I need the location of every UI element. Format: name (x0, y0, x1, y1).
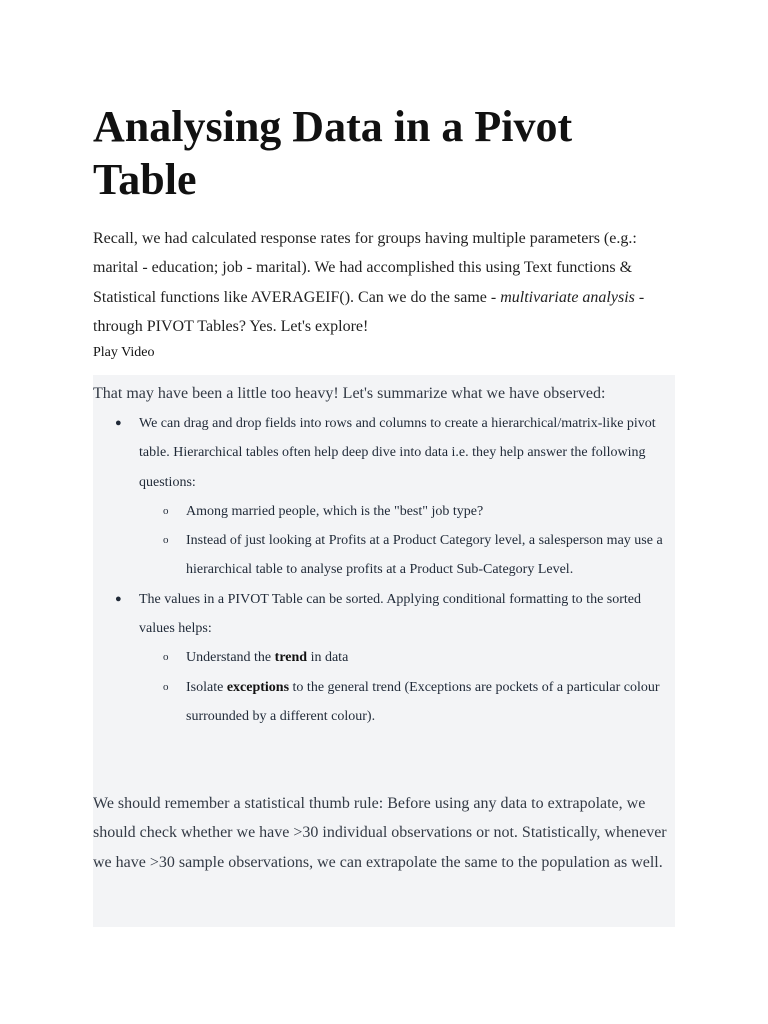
list-item (139, 643, 675, 672)
sub-bullet-text: Instead of just looking at Profits at a Product Category level, a salesperson may use a hierarchical table to analyse profits at a Product Sub-Category Level. (186, 533, 663, 578)
list-item (139, 526, 675, 585)
intro-text-start: Recall, we had calculated response rates for groups having multiple parameters (e.g.: marital - education; job - marital). We had accomplished this using Text functions & Statistical functions like AVERAGEIF(). Can we do the same - (93, 230, 637, 306)
summary-box (93, 375, 675, 927)
sub-bullet-marker: o (163, 680, 169, 693)
bullet-marker: ● (115, 417, 122, 429)
sub-bullet-list (139, 497, 675, 585)
sub-bullet-text-before: Isolate (186, 679, 227, 695)
sub-bullet-text-before: Understand the (186, 650, 275, 666)
thumb-rule-paragraph: We should remember a statistical thumb rule: Before using any data to extrapolate, we should check whether we have >30 individual observations or not. Statistically, whenever we have >30 sample observations, we can extrapolate the same to the population as well. (93, 795, 667, 871)
play-video-link[interactable]: Play Video (93, 345, 155, 360)
sub-bullet-bold: trend (274, 650, 308, 666)
bullet-marker: ● (115, 592, 122, 605)
list-item (93, 585, 675, 731)
sub-bullet-text: Among married people, which is the "best" job type? (186, 503, 484, 519)
sub-bullet-text-after: to the general trend (Exceptions are pockets of a particular colour surrounded by a different colour). (186, 679, 660, 724)
list-item (139, 497, 675, 526)
sub-bullet-bold: exceptions (226, 679, 290, 695)
sub-bullet-list (139, 643, 675, 731)
page-title: Analysing Data in a Pivot Table (93, 102, 573, 204)
summary-lead: That may have been a little too heavy! Let's summarize what we have observed: (93, 385, 606, 402)
intro-text-end: - through PIVOT Tables? Yes. Let's explore! (93, 288, 645, 335)
intro-emphasis: multivariate analysis (500, 288, 635, 306)
list-item (139, 673, 675, 732)
sub-bullet-marker: o (163, 651, 169, 664)
sub-bullet-text-after: in data (307, 650, 349, 666)
sub-bullet-marker: o (163, 504, 169, 517)
intro-paragraph (93, 224, 675, 341)
bullet-text: The values in a PIVOT Table can be sorted. Applying conditional formatting to the sorted values helps: (139, 591, 642, 637)
list-item (93, 409, 675, 585)
sub-bullet-marker: o (163, 534, 169, 547)
bullet-text: We can drag and drop fields into rows and columns to create a hierarchical/matrix-like pivot table. Hierarchical tables often help deep dive into data i.e. they help answer the following questions: (139, 416, 656, 490)
summary-bullet-list (93, 409, 675, 731)
